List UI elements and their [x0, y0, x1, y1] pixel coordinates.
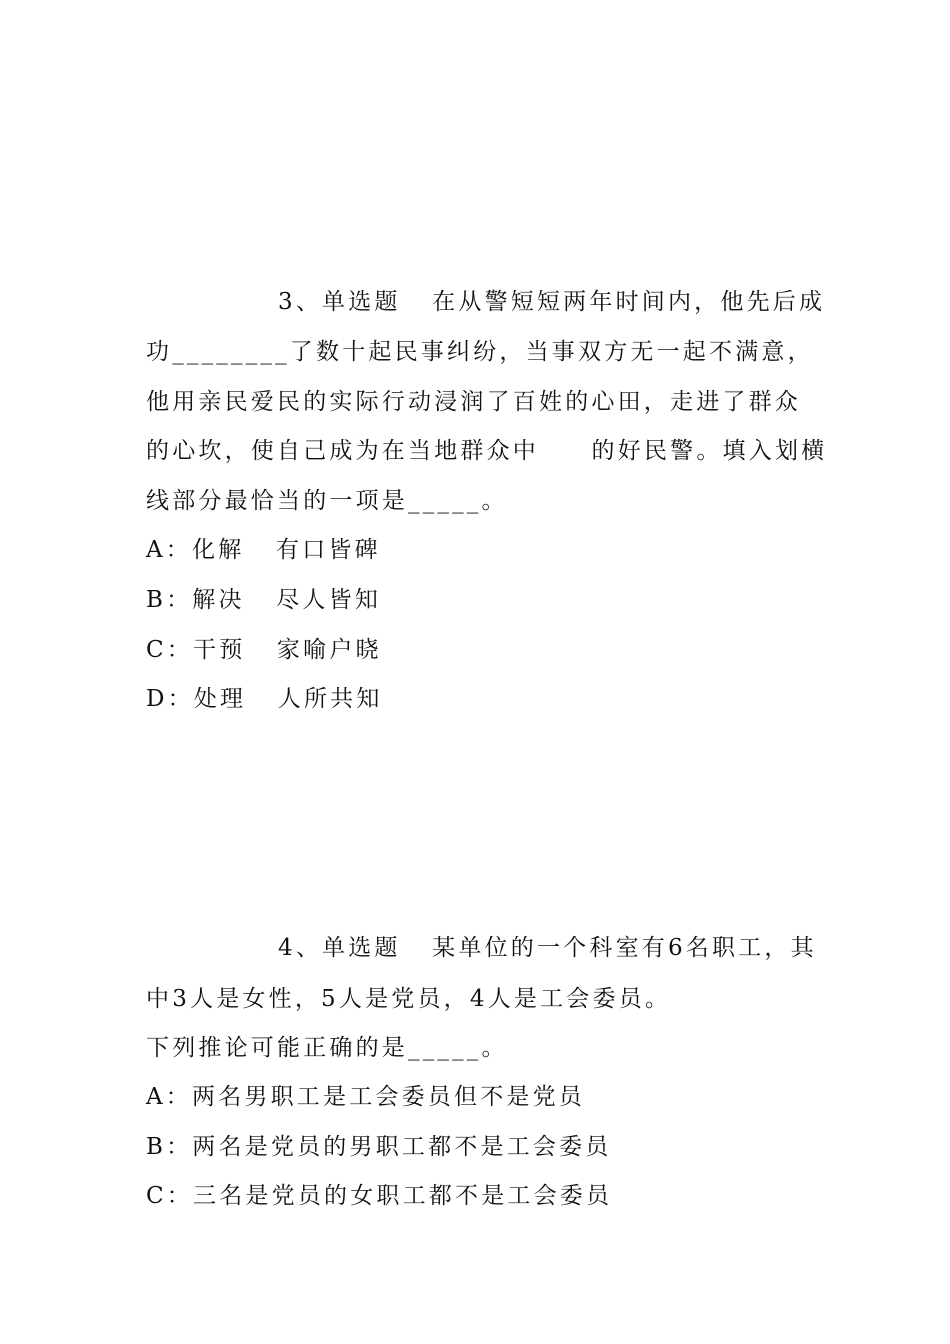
question-4-option-c: C：三名是党员的女职工都不是工会委员 [146, 1183, 613, 1209]
question-4-stem-line: 4、单选题 某单位的一个科室有6名职工，其 [278, 935, 817, 961]
question-4-stem-line: 下列推论可能正确的是_____。 [146, 1035, 508, 1061]
question-3-option-b: B：解决 尽人皆知 [146, 587, 382, 613]
question-4-option-a: A：两名男职工是工会委员但不是党员 [146, 1084, 586, 1110]
question-3-stem-line: 线部分最恰当的一项是_____。 [146, 488, 508, 514]
question-3-stem-line: 功________了数十起民事纠纷，当事双方无一起不满意， [146, 339, 814, 365]
question-3-stem-line: 3、单选题 在从警短短两年时间内，他先后成 [278, 289, 826, 315]
question-4-option-b: B：两名是党员的男职工都不是工会委员 [146, 1134, 612, 1160]
question-4-stem-line: 中3人是女性，5人是党员，4人是工会委员。 [146, 986, 672, 1012]
question-3-option-c: C：干预 家喻户晓 [146, 637, 382, 663]
question-3-stem-line: 他用亲民爱民的实际行动浸润了百姓的心田，走进了群众 [146, 389, 801, 415]
question-3-option-d: D：处理 人所共知 [146, 686, 383, 712]
question-3-stem-line: 的心坎，使自己成为在当地群众中 的好民警。填入划横 [146, 438, 828, 464]
question-3-option-a: A：化解 有口皆碑 [146, 537, 381, 563]
